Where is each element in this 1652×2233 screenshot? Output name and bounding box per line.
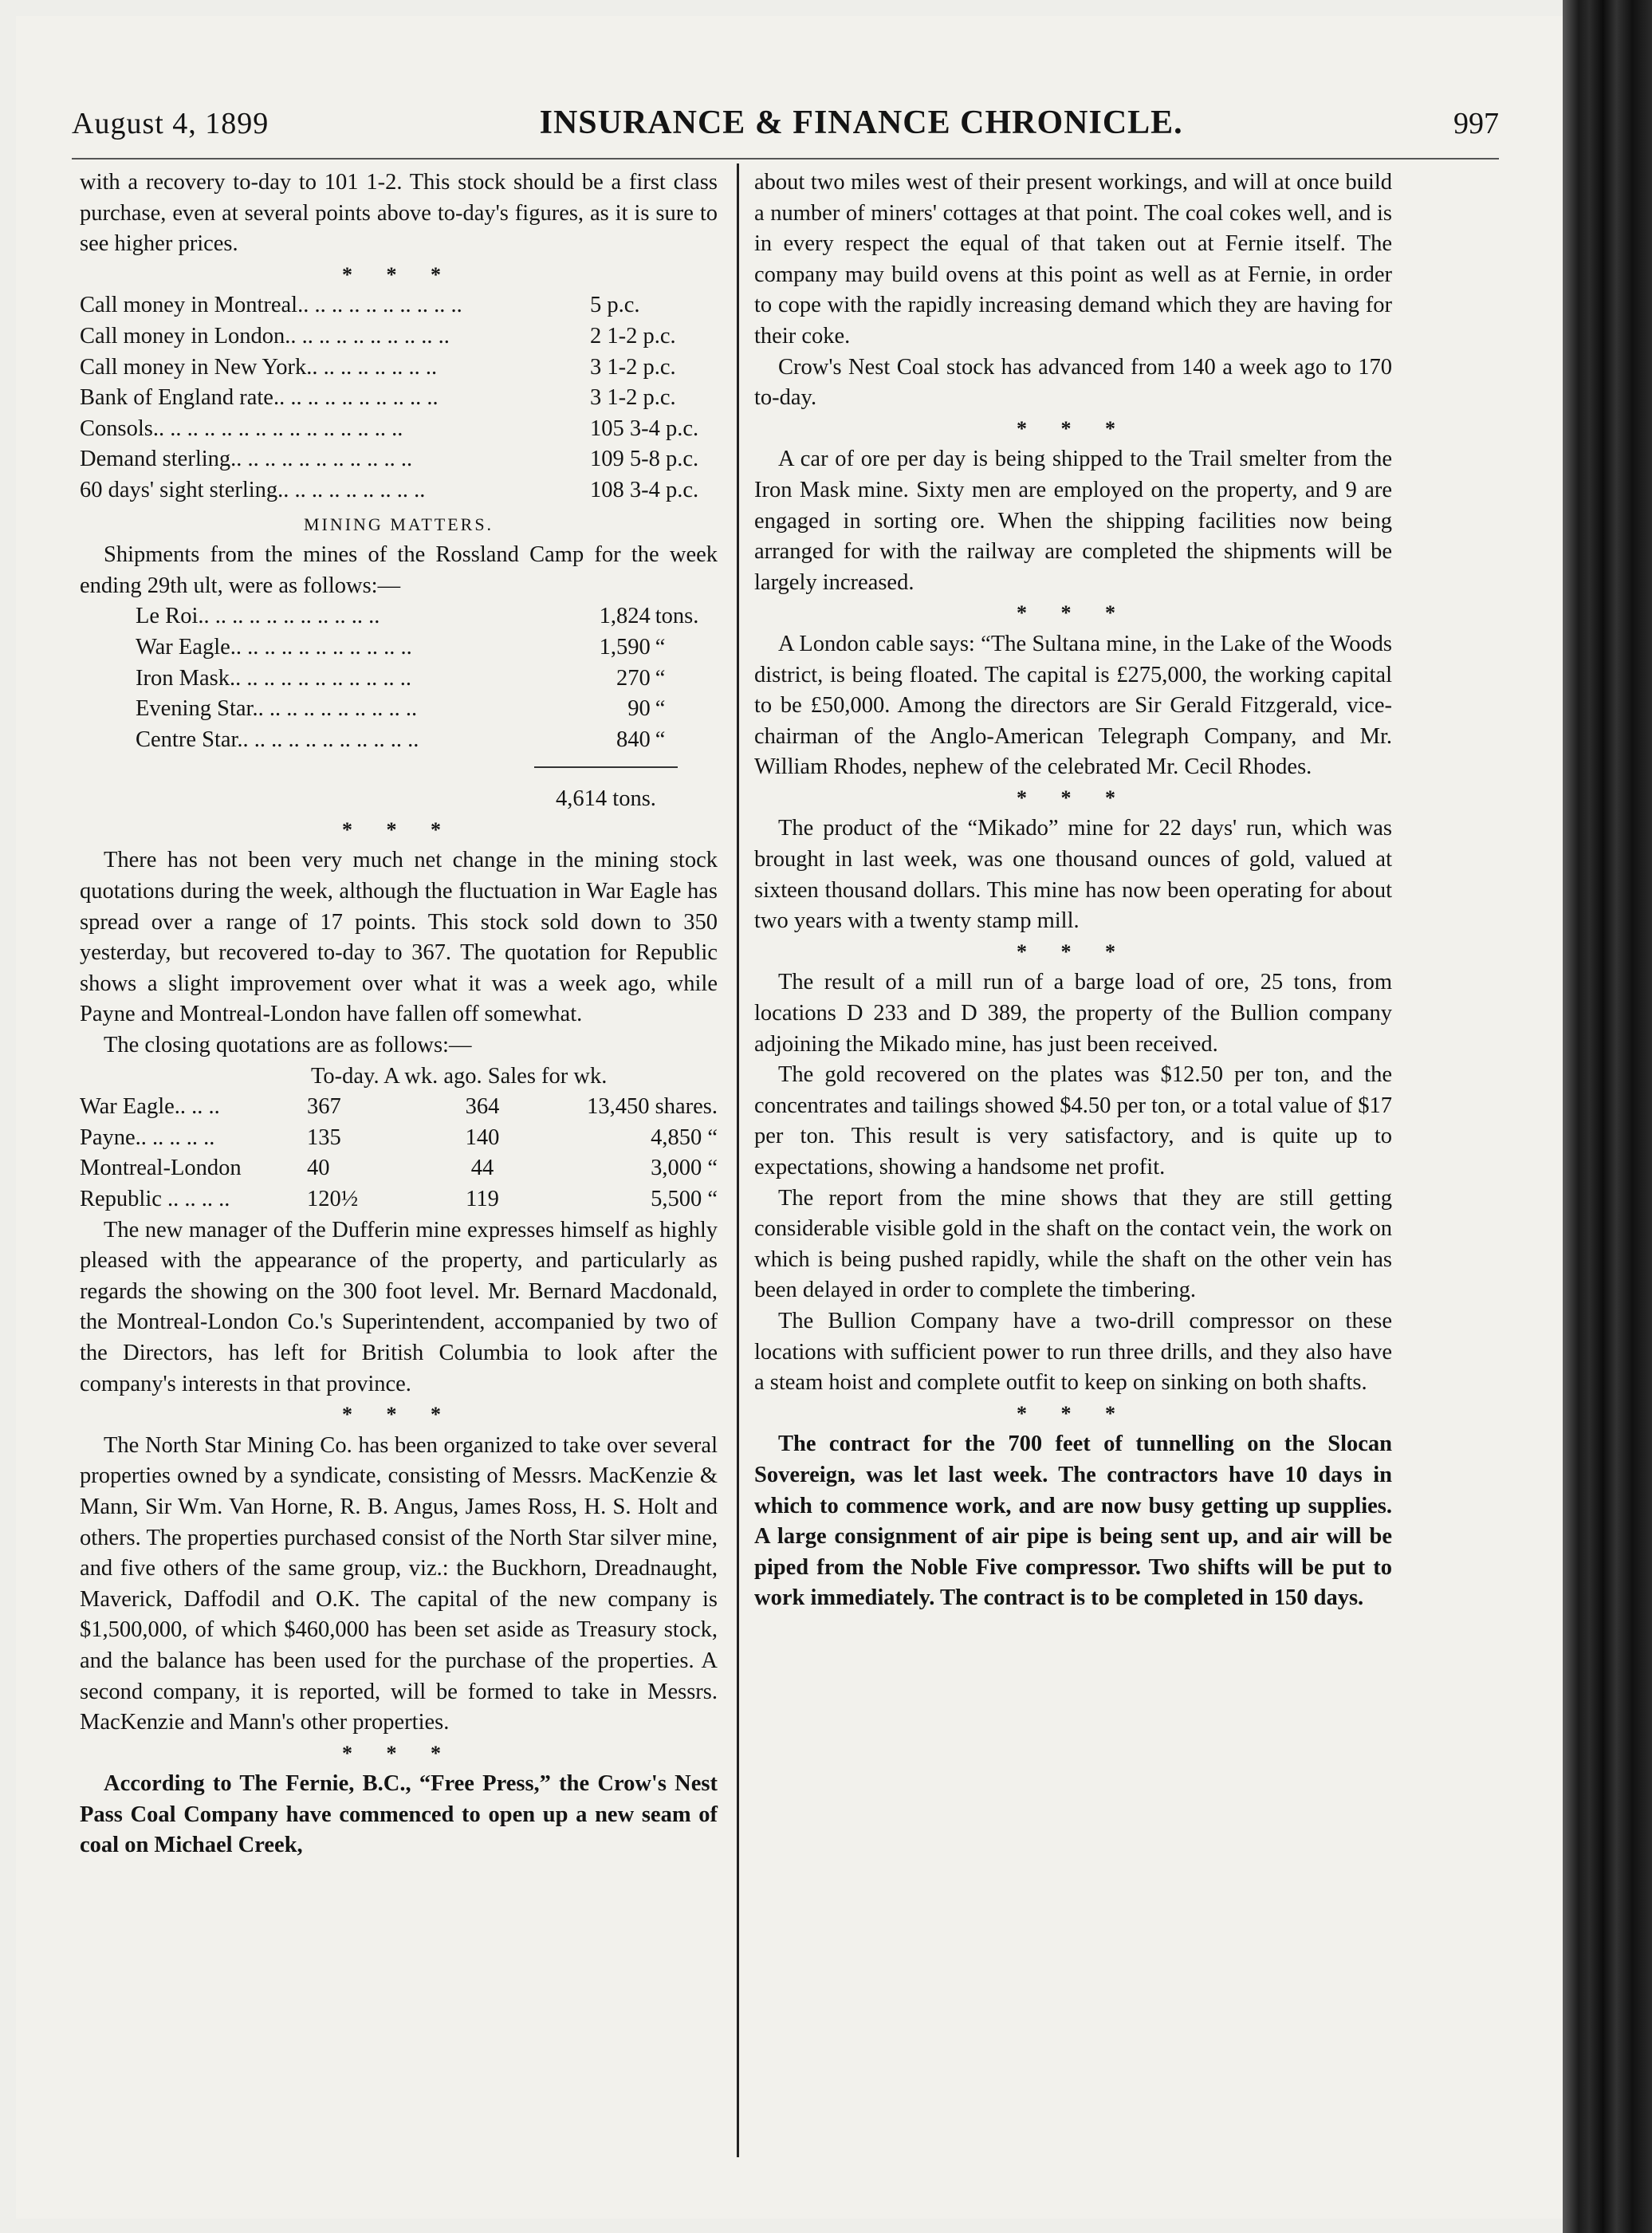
quote-today: 40 [307,1156,330,1181]
quote-today: 367 [307,1094,341,1120]
page-number: 997 [1453,107,1499,140]
section-separator: * * * [342,817,455,841]
shipment-amount: 1,824 [599,604,651,629]
mine-name: Centre Star.. .. .. .. .. .. .. .. .. .. .. [136,727,419,752]
quotations-header: To-day. A wk. ago. Sales for wk. [311,1063,608,1089]
shipment-unit: “ [655,727,666,752]
quote-name: War Eagle.. .. .. [80,1094,220,1120]
section-separator: * * * [1017,416,1130,440]
shipment-row [80,664,718,695]
shipment-row [80,725,718,756]
shipment-row [80,694,718,725]
section-separator: * * * [1017,939,1130,963]
quote-sales: 4,850 “ [651,1124,718,1150]
issue-date: August 4, 1899 [72,107,269,140]
rate-row [80,444,718,475]
section-separator: * * * [1017,786,1130,809]
right-column [754,167,1392,1614]
quote-row [80,1184,718,1215]
shipment-amount: 1,590 [599,634,651,660]
rate-value: 3 1-2 p.c. [590,354,676,380]
quote-today: 120½ [307,1187,359,1211]
quote-row [80,1123,718,1154]
quote-sales: 13,450 shares. [587,1094,718,1120]
rate-label: Demand sterling.. .. .. .. .. .. .. .. .. .. .. [80,447,413,472]
quote-today: 135 [307,1124,341,1150]
header-rule [72,158,1499,160]
page-header [72,104,1499,152]
rate-value: 5 p.c. [590,293,640,318]
shipment-row [80,632,718,664]
shipments-table [80,601,718,815]
shipment-unit: “ [655,696,666,722]
rate-value: 3 1-2 p.c. [590,385,676,411]
shipment-unit: “ [655,665,666,691]
rate-value: 105 3-4 p.c. [590,415,699,441]
paragraph-mill-run: The result of a mill run of a barge load of ore, 25 tons, from locations D 233 and D 389, the property of the Bullion company adjoining the Mikado mine, has just been received. [754,970,1392,1057]
rate-row [80,475,718,506]
mine-name: Iron Mask.. .. .. .. .. .. .. .. .. .. .. [136,665,411,691]
paragraph-north-star: The North Star Mining Co. has been organized to take over several properties owned by a syndicate, consisting of Messrs. MacKenzie & Mann, Sir Wm. Van Horne, R. B. Angus, James Ross, H. S. Holt and others. The properties purchased consist of the North Star silver mine, and five others of the same group, viz.: the Buckhorn, Dreadnaught, Maverick, Daffodil and O.K. The capital of the new company is $1,500,000, of which $460,000 has been set aside as Treasury stock, and the balance has been used for the purchase of the properties. A second company, it is reported, will be formed to take in Messrs. MacKenzie and Mann's other properties. [80,1432,718,1735]
left-column [80,167,718,1861]
section-heading: MINING MATTERS. [303,514,494,534]
paragraph-dufferin: The new manager of the Dufferin mine expresses himself as highly pleased with the appearance of the property, and particularly as regards the showing on the 300 foot level. Mr. Bernard Macdonald, the Montreal-London Co.'s Superintendent, accompanied by two of the Directors, has left for British Columbia to look after the company's interests in that province. [80,1217,718,1396]
quotations-table [80,1061,718,1215]
rate-value: 109 5-8 p.c. [590,447,699,472]
mine-name: Le Roi.. .. .. .. .. .. .. .. .. .. .. [136,604,380,629]
quote-week-ago: 44 [470,1156,494,1181]
quote-sales: 3,000 “ [651,1156,718,1181]
shipment-amount: 840 [616,727,651,752]
quote-week-ago: 119 [466,1187,499,1211]
rate-label: Call money in New York.. .. .. .. .. .. .. .. [80,354,438,380]
shipment-amount: 270 [616,665,651,691]
section-separator: * * * [342,1403,455,1427]
quote-sales: 5,500 “ [651,1187,718,1211]
shipment-amount: 90 [627,696,651,722]
quote-name: Montreal-London [80,1156,242,1181]
paragraph-closing: The closing quotations are as follows:— [104,1033,472,1058]
paragraph-bullion-company: The Bullion Company have a two-drill compressor on these locations with sufficient power to run three drills, and they also have a steam hoist and complete outfit to keep on sinking on both shafts. [754,1308,1392,1396]
rate-row [80,414,718,445]
paragraph-mikado: The product of the “Mikado” mine for 22 days' run, which was brought in last week, was one thousand ounces of gold, valued at sixteen thousand dollars. This mine has now been operating for about two years with a twenty stamp mill. [754,816,1392,934]
paragraph-shipments: Shipments from the mines of the Rossland Camp for the week ending 29th ult, were as follows:— [80,542,718,598]
rate-label: Call money in London.. .. .. .. .. .. .. .. .. .. [80,323,450,349]
rate-label: 60 days' sight sterling.. .. .. .. .. .. .. .. .. [80,477,426,502]
quote-week-ago: 140 [465,1124,500,1150]
rate-label: Bank of England rate.. .. .. .. .. .. .. .. .. .. [80,385,439,411]
rate-value: 2 1-2 p.c. [590,323,676,349]
publication-title: INSURANCE & FINANCE CHRONICLE. [539,104,1183,141]
rate-row [80,321,718,352]
paragraph-intro: with a recovery to-day to 101 1-2. This stock should be a first class purchase, even at several points above to-day's figures, as it is sure to see higher prices. [80,170,718,257]
book-binding-edge [1563,0,1652,2233]
mine-name: War Eagle.. .. .. .. .. .. .. .. .. .. .. [136,634,412,660]
rate-row [80,383,718,414]
shipment-row [80,601,718,632]
quote-name: Republic .. .. .. .. [80,1187,230,1211]
paragraph-crows-nest: Crow's Nest Coal stock has advanced from 140 a week ago to 170 to-day. [754,354,1392,411]
mine-name: Evening Star.. .. .. .. .. .. .. .. .. .. [136,696,418,722]
rate-row [80,352,718,384]
rate-row [80,290,718,321]
paragraph-sultana: A London cable says: “The Sultana mine, in the Lake of the Woods district, is being floated. The capital is £275,000, the working capital to be £50,000. Among the directors are Sir Gerald Fitzgerald, vice-chairman of the Anglo-American Telegraph Company, and Mr. William Rhodes, nephew of the celebrated Mr. Cecil Rhodes. [754,631,1392,780]
paragraph-fernie: According to The Fernie, B.C., “Free Press,” the Crow's Nest Pass Coal Company have commenced to open up a new seam of coal on Michael Creek, [80,1771,718,1858]
section-separator: * * * [342,262,455,286]
quote-name: Payne.. .. .. .. .. [80,1124,215,1150]
rate-label: Consols.. .. .. .. .. .. .. .. .. .. .. .. .. .. .. [80,415,403,441]
rate-label: Call money in Montreal.. .. .. .. .. .. .. .. .. .. [80,293,462,318]
paragraph-stock-change: There has not been very much net change in the mining stock quotations during the week, although the fluctuation in War Eagle has spread over a range of 17 points. This stock sold down to 350 yesterday, but recovered to-day to 367. The quotation for Republic shows a slight improvement over what it was a week ago, while Payne and Montreal-London have fallen off somewhat. [80,848,718,1027]
paragraph-mine-report: The report from the mine shows that they are still getting considerable visible gold in the shaft on the contact vein, the work on which is being pushed rapidly, while the shaft on the other vein has been delayed in order to complete the timbering. [754,1185,1392,1303]
column-divider [737,163,739,2157]
paragraph-gold-recovered: The gold recovered on the plates was $12.50 per ton, and the concentrates and tailings showed $4.50 per ton, or a total value of $17 per ton. This result is very satisfactory, and is quite up to expectations, showing a handsome net profit. [754,1062,1392,1180]
shipment-unit: tons. [655,604,699,629]
shipments-total: 4,614 tons. [534,766,678,815]
section-separator: * * * [342,1741,455,1765]
rate-value: 108 3-4 p.c. [590,477,699,502]
quote-row [80,1153,718,1184]
section-separator: * * * [1017,1401,1130,1425]
paragraph-iron-mask: A car of ore per day is being shipped to the Trail smelter from the Iron Mask mine. Sixty men are employed on the property, and 9 are engaged in sorting ore. When the shipping facilities now being arranged for with the railway are completed the shipments will be largely increased. [754,447,1392,595]
quote-week-ago: 364 [465,1094,500,1120]
paragraph-slocan-sovereign: The contract for the 700 feet of tunnelling on the Slocan Sovereign, was let last week. The contractors have 10 days in which to commence work, and are now busy getting up supplies. A large consignment of air pipe is being sent up, and air will be piped from the Noble Five compressor. Two shifts will be put to work immediately. The contract is to be completed in 150 days. [754,1432,1392,1611]
shipment-unit: “ [655,634,666,660]
quote-row [80,1092,718,1123]
money-rates-table [80,290,718,506]
paragraph-fernie-continued: about two miles west of their present workings, and will at once build a number of miners' cottages at that point. The coal cokes well, and is in every respect the equal of that taken out at Fernie itself. The company may build ovens at this point as well as at Fernie, in order to cope with the rapidly increasing demand which they are having for their coke. [754,170,1392,349]
section-separator: * * * [1017,601,1130,625]
